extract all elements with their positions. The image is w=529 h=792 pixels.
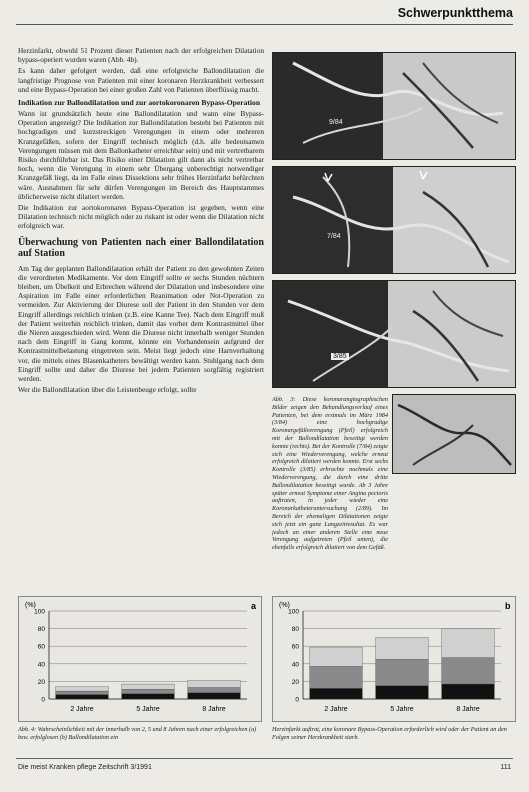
x-category-label: 8 Jahre [456, 706, 480, 713]
bar-segment [442, 684, 495, 699]
y-tick-label: 20 [291, 678, 299, 686]
x-category-label: 2 Jahre [324, 706, 348, 713]
bar-segment [188, 688, 241, 693]
bar-segment [122, 684, 175, 689]
y-tick-label: 40 [291, 661, 299, 669]
panel-date-label: 3/85 [333, 353, 347, 360]
bar-chart-b [272, 596, 516, 722]
footer-publication: Die meist Kranken pflege Zeitschrift 3/1991 [18, 764, 152, 771]
paragraph: Herzinfarkt, obwohl 51 Prozent dieser Patienten nach der erfolgreichen Dilatation bypass-operiert wurden waren (Abb. 4b). [18, 46, 264, 65]
chart-caption-a: Abb. 4: Wahrscheinlichkeit mit der innerhalb von 2, 5 und 8 Jahren nach einer erfolgreichen (a) bzw. erfolglosen (b) Ballondilatation ein [18, 726, 257, 741]
left-text-column [18, 46, 264, 582]
figure-caption [272, 396, 388, 560]
bar-segment [188, 693, 241, 699]
y-tick-label: 0 [295, 696, 299, 704]
chart-a-svg [19, 597, 261, 721]
y-tick-label: 20 [37, 678, 45, 686]
y-tick-label: 100 [34, 608, 45, 616]
bar-segment [56, 695, 109, 699]
bar-segment [442, 658, 495, 684]
paragraph: Am Tag der geplanten Ballondilatation erhält der Patient zu den gewohnten Zeiten die verordneten Medikamente. Vor dem Eingriff sollte er sechs Stunden nüchtern bleiben, um Übelkeit und Erbrechen während der Dilatation und insbesondere eine Aspiration im Falle einer erforderlichen Reanimation oder Not-Operation zu vermeiden. Zur Aktivierung der Diurese soll der Patient in den Stunden vor dem Eingriff allerdings reichlich trinken (z.B. eine Kanne Tee). Nach dem Eingriff muß der Patient weiterhin reichlich trinken, damit das vorher dem Kontrastmittel über die Nieren ausgeschieden wird. Wenn die Diurese nicht innerhalb weniger Stunden nach dem Eingriff in Gang kommt, könnte ein Vorhandensein aufgrund der Kontrastmittelbelastung eingetreten sein. Meist liegt jedoch eine Harnverhaltung vor, die mittels eines Blasenkatheters bewältigt werden kann. Stuhlgang nach dem Eingriff sollte und daher die Diurese bei jedem Patienten sorgfältig registriert werden. [18, 263, 264, 384]
panel-letter: a [251, 601, 257, 611]
x-category-label: 8 Jahre [202, 706, 226, 713]
x-category-label: 5 Jahre [390, 706, 414, 713]
header-rule [16, 24, 513, 25]
y-tick-label: 80 [291, 626, 299, 634]
paragraph: Wann ist grundsätzlich heute eine Ballondilatation und wann eine Bypass-Operation angezeigt? Die Indikation zur Ballondilatation besteht bei Patienten mit hochgradigen und kurzstreckigen Verengungen in einem oder mehreren Kranzgefäßen, sofern der Eingriff technisch möglich (d.h. alle bedeutsamen Verengungen müssen mit dem Ballonkatheter erreichbar sein) und mit vertretbarem Risiko durchführbar ist. Das Risiko einer Dilatation gilt dann als nicht vertretbar hoch, wenn die Verengung in einem sehr Übergang unberechtigt notwendiger Kranzgefäß liegt, da im Falle eines Dissektions sehr frühes Herzinfarkt befürchten wäre. Ausnahmen für sehr dürfen Verengungen im Bereich des Hauptstammes üblicherweise nicht dilatiert werden. [18, 109, 264, 201]
figure-caption-text: Abb. 3: Diese koronarangiographischen Bilder zeigen den Behandlungsverlauf eines Patienten, bei dem erstmals im März 1984 (3/84) eine hochgradige Koronargefäßverengung (Pfeil) erfolgreich mit der Ballondilatation beseitigt werden konnte (rechts). Bei der Kontrolle (7/84) zeigte sich eine Wiederverengung, welche erneut erfolgreich dilatiert werden konnte. Erst sechs Kontrolle (3/85) erbrachte nochmals eine Wiederverengung, die durch eine dritte Ballondilatation beseitigt wurde. Ab 3 Jahre später erneut Symptome einer Angina pectoris auftraten, in jeder wieder eine Koronarkatheteruntersuchung (2/89). Im Bereich der ehemaligen Dilatationen zeigte sich jetzt ein ganz Langzeitresultat. Es war jedoch an einer anderen Stelle eine neue Verengung aufgetreten (Pfeil unten), die ebenfalls erfolgreich dilatiert von dem Gefäß. [272, 396, 388, 552]
bar-segment [122, 689, 175, 693]
page-number: 111 [500, 764, 511, 771]
angiogram-image-1 [272, 52, 516, 160]
y-tick-label: 40 [37, 661, 45, 669]
y-axis-label: (%) [25, 602, 36, 609]
subheading: Indikation zur Ballondilatation und zur aortokoronaren Bypass-Operation [18, 98, 261, 108]
paragraph: Es kann daher gefolgert werden, daß eine erfolgreiche Ballondilatation die langfristige Prognose von Patienten mit einer koronaren Herzkrankheit verbessert und eine Bypass-Operation bei einer großen Zahl von Patienten überflüssig macht. [18, 66, 264, 94]
angiogram-image-3 [272, 280, 516, 388]
bar-segment [188, 681, 241, 688]
bar-segment [122, 694, 175, 699]
y-tick-label: 0 [41, 696, 45, 704]
y-tick-label: 60 [291, 643, 299, 651]
x-category-label: 5 Jahre [136, 706, 160, 713]
bar-segment [56, 687, 109, 691]
bar-segment [56, 691, 109, 695]
paragraph: Die Indikation zur aortokoronaren Bypass-Operation ist gegeben, wenn eine Dilatation technisch nicht möglich oder zu riskant ist oder wenn die Dilatation nicht erfolgreich war. [18, 203, 264, 231]
bar-segment [442, 629, 495, 658]
panel-date-label: 9/84 [329, 119, 343, 126]
paragraph: Wer die Ballondilatation über die Leistenbeuge erfolgt, sollte [18, 385, 197, 395]
bar-segment [310, 688, 363, 699]
footer-rule [16, 758, 513, 759]
chart-b-svg [273, 597, 515, 721]
bar-segment [310, 666, 363, 688]
bar-segment [310, 647, 363, 666]
bar-segment [376, 637, 429, 659]
section-title: Schwerpunktthema [397, 6, 513, 20]
y-tick-label: 60 [37, 643, 45, 651]
y-tick-label: 100 [288, 608, 299, 616]
y-axis-label: (%) [279, 602, 290, 609]
bar-chart-a [18, 596, 262, 722]
y-tick-label: 80 [37, 626, 45, 634]
section-heading: Überwachung von Patienten nach einer Ballondilatation auf Station [18, 236, 264, 260]
x-category-label: 2 Jahre [70, 706, 94, 713]
angiogram-image-2 [272, 166, 516, 274]
bar-segment [376, 659, 429, 685]
bar-segment [376, 686, 429, 699]
angiogram-image-4 [392, 394, 516, 474]
chart-caption-b: Herzinfarkt auftrat, eine koronare Bypass-Operation erforderlich wird oder der Patient an den Folgen seiner Herzkrankheit starb. [272, 726, 507, 741]
panel-letter: b [505, 601, 511, 611]
panel-date-label: 7/84 [327, 233, 341, 240]
